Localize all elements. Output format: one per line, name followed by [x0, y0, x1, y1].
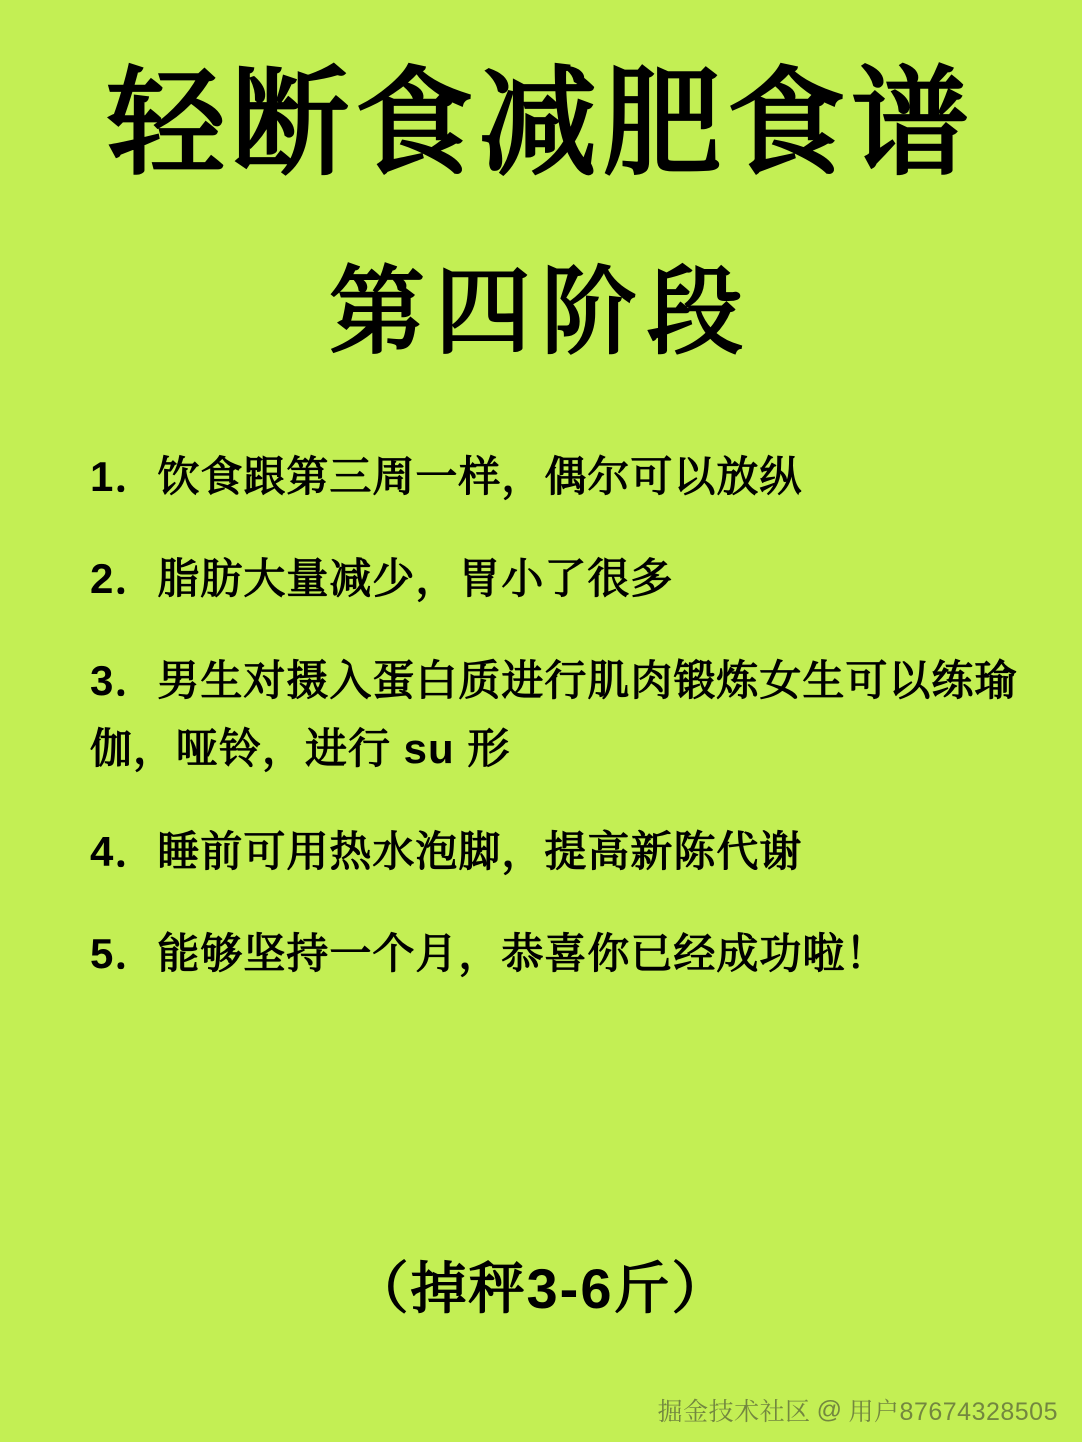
list-item: 5．能够坚持一个月，恭喜你已经成功啦！	[90, 929, 889, 977]
list-item: 2．脂肪大量减少，胃小了很多	[90, 555, 674, 603]
list-item: 3．男生对摄入蛋白质进行肌肉锻炼女生可以练瑜伽，哑铃，进行 su 形	[90, 657, 1018, 773]
watermark-user: 用户87674328505	[848, 1398, 1058, 1426]
watermark	[658, 1392, 1058, 1428]
page-title: 轻断食减肥食谱	[106, 58, 975, 190]
tips-list	[40, 443, 1042, 987]
at-icon: @	[816, 1395, 843, 1424]
list-item: 4．睡前可用热水泡脚，提高新陈代谢	[90, 827, 803, 875]
footnote: （掉秤3-6斤）	[352, 1257, 730, 1320]
watermark-source: 掘金技术社区	[657, 1398, 811, 1426]
page-subtitle: 第四阶段	[329, 258, 753, 366]
list-item: 1．饮食跟第三周一样，偶尔可以放纵	[90, 453, 803, 501]
